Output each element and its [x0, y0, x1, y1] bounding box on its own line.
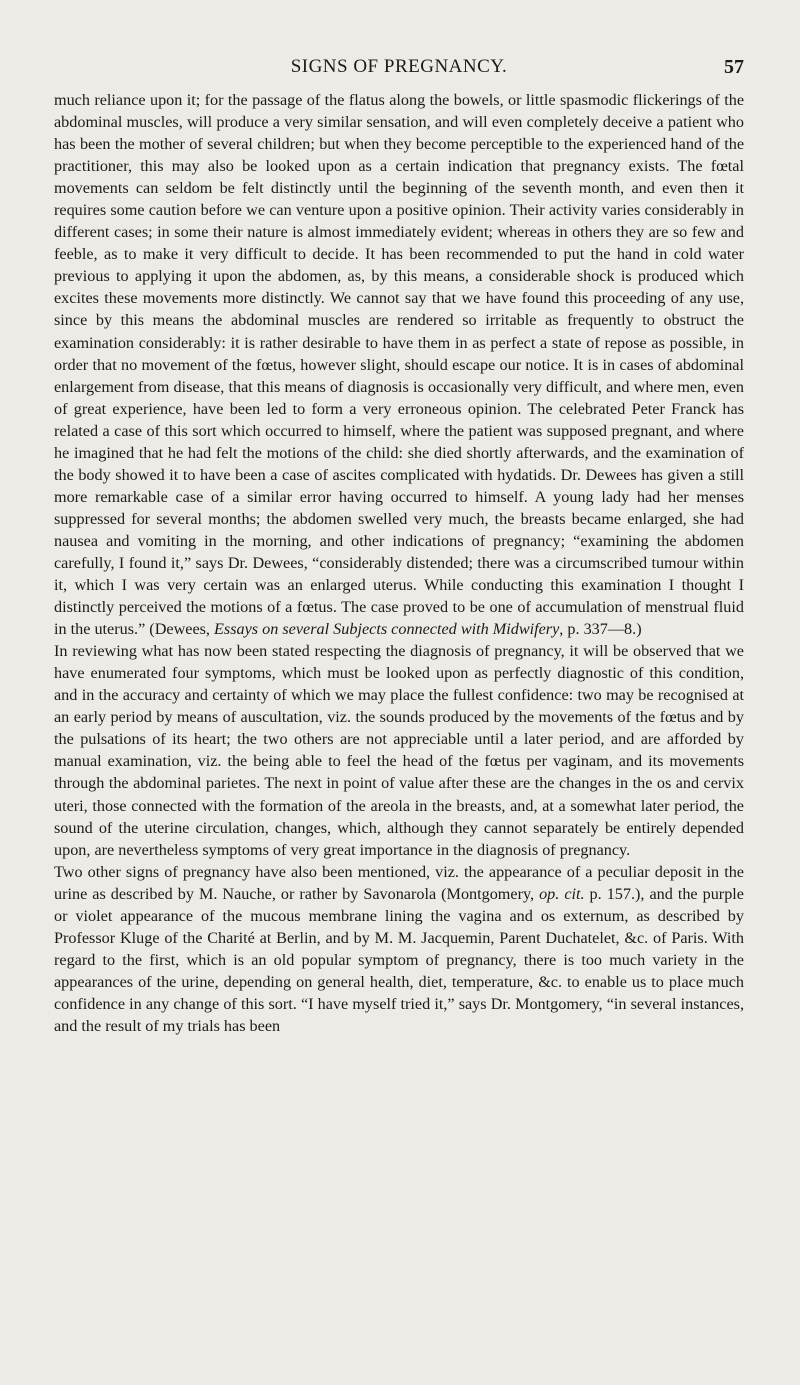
paragraph-text-continued: p. 157.), and the purple or violet appearance of the mucous membrane lining the vagina and os externum, as described by Professor Kluge of the Charité at Berlin, and by M. M. Jacquemin, Parent Duchatelet, &c. of Paris. With regard to the first, which is an old popular symptom of pregnancy, there is too much variety in the appearances of the urine, depending on general health, diet, temperature, &c. to enable us to place much confidence in any change of this sort. “I have myself tried it,” says Dr. Montgomery, “in several instances, and the result of my trials has been	[54, 884, 744, 1035]
paragraph-other-signs	[54, 861, 744, 1037]
running-title: SIGNS OF PREGNANCY.	[290, 56, 508, 77]
citation-title: Essays on several Subjects connected with Midwifery	[214, 620, 560, 639]
page-number: 57	[724, 56, 744, 78]
citation-op-cit: op. cit.	[539, 884, 585, 903]
running-head	[54, 56, 744, 86]
paragraph-fetal-movements	[54, 89, 744, 640]
paragraph-text: much reliance upon it; for the passage of the flatus along the bowels, or little spasmodic flickerings of the abdominal muscles, will produce a very similar sensation, and will even completely deceive a patient who has been the mother of several children; but when they become perceptible to the experienced hand of the practitioner, this may also be looked upon as a certain indication that pregnancy exists. The fœtal movements can seldom be felt distinctly until the beginning of the seventh month, and even then it requires some caution before we can venture upon a positive opinion. Their activity varies considerably in different cases; in some their nature is almost immediately evident; whereas in others they are so few and feeble, as to make it very difficult to decide. It has been recommended to put the hand in cold water previous to applying it upon the abdomen, as, by this means, a considerable shock is produced which excites these movements more distinctly. We cannot say that we have found this proceeding of any use, since by this means the abdominal muscles are rendered so irritable as frequently to obstruct the examination considerably: it is rather desirable to have them in as perfect a state of repose as possible, in order that no movement of the fœtus, however slight, should escape our notice. It is in cases of abdominal enlargement from disease, that this means of diagnosis is occasionally very difficult, and where men, even of great experience, have been led to form a very erroneous opinion. The celebrated Peter Franck has related a case of this sort which occurred to himself, where the patient was supposed pregnant, and where he imagined that he had felt the motions of the child: she died shortly afterwards, and the examination of the body showed it to have been a case of ascites complicated with hydatids. Dr. Dewees has given a still more remarkable case of a similar error having occurred to himself. A young lady had her menses suppressed for several months; the abdomen swelled very much, the breasts became enlarged, she had nausea and vomiting in the morning, and other indications of pregnancy; “examining the abdomen carefully, I found it,” says Dr. Dewees, “considerably distended; there was a circumscribed tumour within it, which I was very certain was an enlarged uterus. While conducting this examination I thought I distinctly perceived the motions of a fœtus. The case proved to be one of accumulation of menstrual fluid in the uterus.” (Dewees,	[54, 91, 744, 639]
paragraph-diagnosis-review: In reviewing what has now been stated respecting the diagnosis of pregnancy, it will be observed that we have enumerated four symptoms, which must be looked upon as perfectly diagnostic of this condition, and in the accuracy and certainty of which we may place the fullest confidence: two may be recognised at an early period by means of auscultation, viz. the sounds produced by the movements of the fœtus and by the pulsations of its heart; the two others are not appreciable until a later period, and are afforded by manual examination, viz. the being able to feel the head of the fœtus per vaginam, and its movements through the abdominal parietes. The next in point of value after these are the changes in the os and cervix uteri, those connected with the formation of the areola in the breasts, and, at a somewhat later period, the sound of the uterine circulation, changes, which, although they cannot separately be entirely depended upon, are nevertheless symptoms of very great importance in the diagnosis of pregnancy.	[54, 642, 744, 859]
body-text	[54, 89, 744, 1037]
citation-pages: , p. 337—8.)	[559, 620, 642, 639]
paragraph-text: Two other signs of pregnancy have also been mentioned, viz. the appearance of a peculiar deposit in the urine as described by M. Nauche, or rather by Savonarola (Montgomery,	[54, 862, 744, 903]
